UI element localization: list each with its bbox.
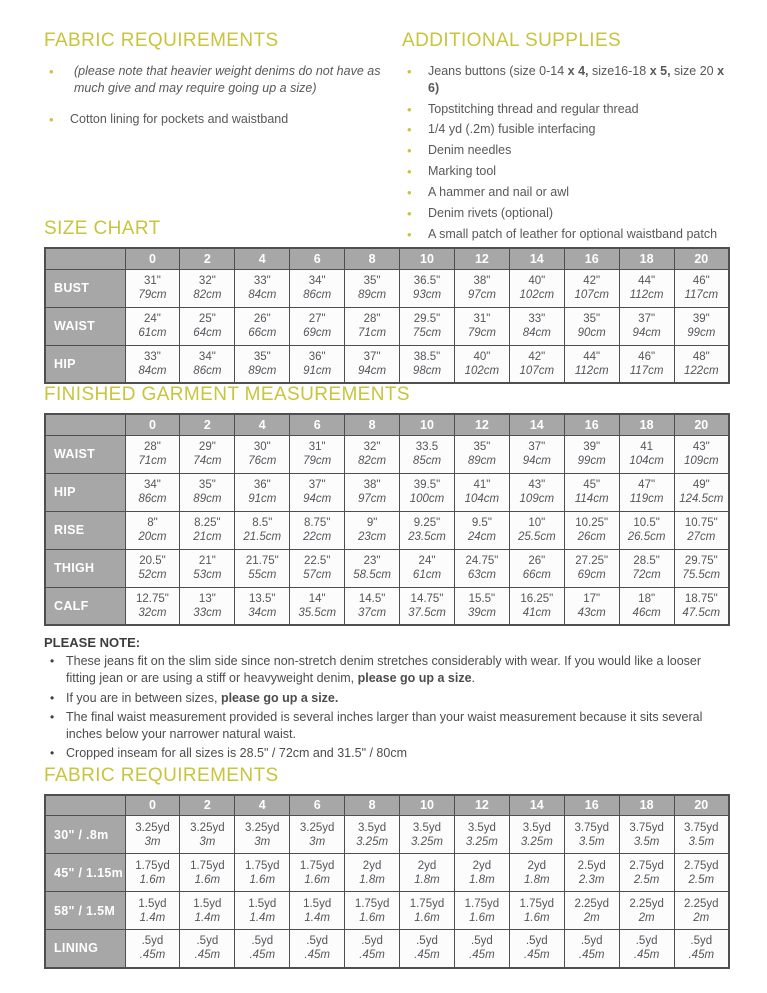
section-fabric-requirements-top <box>44 30 396 141</box>
measurement-cell: 31" 79cm <box>125 269 180 307</box>
bullet-icon: • <box>50 709 55 724</box>
measurement-cell: 9" 23cm <box>345 511 400 549</box>
bullet-icon: • <box>407 227 412 243</box>
measurement-cell: 13" 33cm <box>180 587 235 625</box>
measurement-cell: 2.25yd 2m <box>564 892 619 930</box>
measurement-cell: 47" 119cm <box>619 473 674 511</box>
measurement-cell: 38" 97cm <box>454 269 509 307</box>
measurement-cell: 3.75yd 3.5m <box>619 816 674 854</box>
measurement-cell: 18.75" 47.5cm <box>674 587 729 625</box>
bullet-icon: • <box>407 164 412 180</box>
bullet-icon: • <box>407 122 412 138</box>
measurement-cell: 42" 107cm <box>509 345 564 383</box>
measurement-cell: 15.5" 39cm <box>454 587 509 625</box>
list-item <box>44 111 396 129</box>
list-item <box>44 653 730 688</box>
list-item-text: A hammer and nail or awl <box>428 185 570 200</box>
measurement-cell: 1.5yd 1.4m <box>125 892 180 930</box>
measurement-cell: 9.25" 23.5cm <box>400 511 455 549</box>
measurement-cell: 10" 25.5cm <box>509 511 564 549</box>
measurement-cell: 2yd 1.8m <box>345 854 400 892</box>
table-row <box>45 587 729 625</box>
measurement-cell: 3.25yd 3m <box>180 816 235 854</box>
measurement-cell: 22.5" 57cm <box>290 549 345 587</box>
measurement-cell: 1.75yd 1.6m <box>125 854 180 892</box>
fabric-requirements-table <box>44 794 730 969</box>
measurement-cell: 37" 94cm <box>619 307 674 345</box>
measurement-cell: 28" 71cm <box>125 435 180 473</box>
measurement-cell: 32" 82cm <box>180 269 235 307</box>
measurement-cell: 33" 84cm <box>509 307 564 345</box>
fabric-requirements-table-title: FABRIC REQUIREMENTS <box>44 764 279 786</box>
row-label: BUST <box>45 269 125 307</box>
measurement-cell: 33" 84cm <box>125 345 180 383</box>
size-column-header: 20 <box>674 795 729 816</box>
please-note-list <box>44 653 730 763</box>
list-item-text: Jeans buttons (size 0-14 x 4, size16-18 x 5, size 20 x 6) <box>428 64 725 96</box>
bullet-icon: • <box>49 111 54 127</box>
measurement-cell: 49" 124.5cm <box>674 473 729 511</box>
measurement-cell: 1.5yd 1.4m <box>180 892 235 930</box>
measurement-cell: 29" 74cm <box>180 435 235 473</box>
row-label: HIP <box>45 473 125 511</box>
measurement-cell: 2yd 1.8m <box>454 854 509 892</box>
table-row <box>45 435 729 473</box>
measurement-cell: 44" 112cm <box>564 345 619 383</box>
list-item-text: Cropped inseam for all sizes is 28.5" / 72cm and 31.5" / 80cm <box>66 746 407 761</box>
measurement-cell: 1.75yd 1.6m <box>345 892 400 930</box>
measurement-cell: 3.25yd 3m <box>235 816 290 854</box>
list-item-text: Topstitching thread and regular thread <box>428 101 639 116</box>
size-column-header: 0 <box>125 795 180 816</box>
row-label: HIP <box>45 345 125 383</box>
measurement-cell: 27.25" 69cm <box>564 549 619 587</box>
measurement-cell: 10.25" 26cm <box>564 511 619 549</box>
measurement-cell: 16.25" 41cm <box>509 587 564 625</box>
measurement-cell: 1.75yd 1.6m <box>235 854 290 892</box>
measurement-cell: .5yd .45m <box>674 930 729 968</box>
size-column-header: 14 <box>509 795 564 816</box>
list-item-text: Denim needles <box>428 143 512 158</box>
measurement-cell: 2.75yd 2.5m <box>619 854 674 892</box>
measurement-cell: 3.5yd 3.25m <box>345 816 400 854</box>
measurement-cell: 2.25yd 2m <box>619 892 674 930</box>
measurement-cell: .5yd .45m <box>454 930 509 968</box>
size-column-header: 8 <box>345 248 400 269</box>
size-chart-title: SIZE CHART <box>44 218 161 239</box>
measurement-cell: 3.75yd 3.5m <box>674 816 729 854</box>
measurement-cell: 34" 86cm <box>180 345 235 383</box>
measurement-cell: 14.75" 37.5cm <box>400 587 455 625</box>
corner-cell <box>45 414 125 435</box>
measurement-cell: 3.5yd 3.25m <box>509 816 564 854</box>
bullet-icon: • <box>50 746 55 761</box>
measurement-cell: 14.5" 37cm <box>345 587 400 625</box>
measurement-cell: 1.5yd 1.4m <box>235 892 290 930</box>
section-please-note <box>44 635 730 763</box>
measurement-cell: 28" 71cm <box>345 307 400 345</box>
measurement-cell: 10.5" 26.5cm <box>619 511 674 549</box>
measurement-cell: 14" 35.5cm <box>290 587 345 625</box>
size-column-header: 16 <box>564 795 619 816</box>
size-column-header: 6 <box>290 414 345 435</box>
measurement-cell: 40" 102cm <box>509 269 564 307</box>
list-item-text: 1/4 yd (.2m) fusible interfacing <box>428 122 596 137</box>
measurement-cell: 31" 79cm <box>454 307 509 345</box>
measurement-cell: 1.75yd 1.6m <box>290 854 345 892</box>
measurement-cell: 40" 102cm <box>454 345 509 383</box>
measurement-cell: 3.5yd 3.25m <box>400 816 455 854</box>
list-item-text: These jeans fit on the slim side since non-stretch denim stretches considerably with wear. If you would like a looser fitting jean or are using a stiff or heavyweight denim, please go up a size. <box>66 654 702 686</box>
size-column-header: 14 <box>509 248 564 269</box>
list-item <box>44 709 730 744</box>
row-label: 30" / .8m <box>45 816 125 854</box>
measurement-cell: .5yd .45m <box>290 930 345 968</box>
size-column-header: 8 <box>345 795 400 816</box>
measurement-cell: 2yd 1.8m <box>400 854 455 892</box>
table-row <box>45 511 729 549</box>
measurement-cell: .5yd .45m <box>235 930 290 968</box>
table-row <box>45 549 729 587</box>
measurement-cell: 1.5yd 1.4m <box>290 892 345 930</box>
measurement-table <box>44 247 730 384</box>
fabric-requirements-list <box>44 63 396 128</box>
measurement-cell: 38.5" 98cm <box>400 345 455 383</box>
section-additional-supplies <box>396 30 730 247</box>
measurement-cell: 46" 117cm <box>674 269 729 307</box>
bullet-icon: • <box>407 64 412 79</box>
measurement-cell: 24" 61cm <box>400 549 455 587</box>
list-item-text: Cotton lining for pockets and waistband <box>70 111 289 126</box>
measurement-cell: 35" 89cm <box>235 345 290 383</box>
measurement-cell: 2yd 1.8m <box>509 854 564 892</box>
corner-cell <box>45 248 125 269</box>
measurement-cell: .5yd .45m <box>180 930 235 968</box>
measurement-cell: 10.75" 27cm <box>674 511 729 549</box>
measurement-cell: 12.75" 32cm <box>125 587 180 625</box>
size-column-header: 0 <box>125 414 180 435</box>
size-column-header: 18 <box>619 248 674 269</box>
size-column-header: 4 <box>235 795 290 816</box>
measurement-cell: 46" 117cm <box>619 345 674 383</box>
list-item <box>44 745 730 762</box>
measurement-cell: 2.5yd 2.3m <box>564 854 619 892</box>
additional-supplies-list <box>402 63 730 244</box>
measurement-cell: .5yd .45m <box>564 930 619 968</box>
size-column-header: 4 <box>235 248 290 269</box>
size-column-header: 16 <box>564 248 619 269</box>
corner-cell <box>45 795 125 816</box>
list-item-text: (please note that heavier weight denims do not have as much give and may require going up a size) <box>74 64 381 96</box>
measurement-cell: 3.25yd 3m <box>125 816 180 854</box>
table-row <box>45 345 729 383</box>
measurement-cell: 21.75" 55cm <box>235 549 290 587</box>
bullet-icon: • <box>407 101 412 117</box>
row-label: 45" / 1.15m <box>45 854 125 892</box>
measurement-cell: 32" 82cm <box>345 435 400 473</box>
measurement-cell: 41 104cm <box>619 435 674 473</box>
additional-supplies-title: ADDITIONAL SUPPLIES <box>402 30 622 51</box>
size-column-header: 10 <box>400 248 455 269</box>
list-item <box>402 121 730 139</box>
measurement-cell: 8" 20cm <box>125 511 180 549</box>
measurement-cell: 39" 99cm <box>564 435 619 473</box>
measurement-cell: 24.75" 63cm <box>454 549 509 587</box>
measurement-cell: 31" 79cm <box>290 435 345 473</box>
measurement-table <box>44 413 730 626</box>
measurement-cell: .5yd .45m <box>345 930 400 968</box>
header-row <box>45 414 729 435</box>
measurement-cell: 13.5" 34cm <box>235 587 290 625</box>
measurement-cell: 30" 76cm <box>235 435 290 473</box>
size-column-header: 10 <box>400 795 455 816</box>
size-column-header: 12 <box>454 248 509 269</box>
list-item <box>402 101 730 119</box>
measurement-cell: 8.75" 22cm <box>290 511 345 549</box>
size-column-header: 2 <box>180 795 235 816</box>
row-label: THIGH <box>45 549 125 587</box>
measurement-cell: 9.5" 24cm <box>454 511 509 549</box>
size-column-header: 12 <box>454 795 509 816</box>
measurement-cell: .5yd .45m <box>509 930 564 968</box>
measurement-cell: 25" 64cm <box>180 307 235 345</box>
measurement-cell: 48" 122cm <box>674 345 729 383</box>
measurement-cell: 3.25yd 3m <box>290 816 345 854</box>
measurement-cell: 26" 66cm <box>509 549 564 587</box>
size-column-header: 12 <box>454 414 509 435</box>
measurement-cell: 35" 90cm <box>564 307 619 345</box>
table-row <box>45 854 729 892</box>
measurement-cell: 44" 112cm <box>619 269 674 307</box>
measurement-cell: 34" 86cm <box>125 473 180 511</box>
bullet-icon: • <box>407 143 412 159</box>
measurement-table <box>44 794 730 969</box>
header-row <box>45 248 729 269</box>
table-row <box>45 892 729 930</box>
size-column-header: 6 <box>290 248 345 269</box>
measurement-cell: 35" 89cm <box>180 473 235 511</box>
measurement-cell: 2.75yd 2.5m <box>674 854 729 892</box>
size-column-header: 2 <box>180 248 235 269</box>
row-label: 58" / 1.5M <box>45 892 125 930</box>
table-row <box>45 930 729 968</box>
measurement-cell: 29.5" 75cm <box>400 307 455 345</box>
list-item-text: The final waist measurement provided is several inches larger than your waist measurement because it sits several inches below your narrower natural waist. <box>66 709 703 741</box>
measurement-cell: 1.75yd 1.6m <box>509 892 564 930</box>
measurement-cell: 38" 97cm <box>345 473 400 511</box>
measurement-cell: 1.75yd 1.6m <box>180 854 235 892</box>
measurement-cell: 8.25" 21cm <box>180 511 235 549</box>
row-label: WAIST <box>45 435 125 473</box>
measurement-cell: 37" 94cm <box>509 435 564 473</box>
measurement-cell: 29.75" 75.5cm <box>674 549 729 587</box>
row-label: WAIST <box>45 307 125 345</box>
measurement-cell: 8.5" 21.5cm <box>235 511 290 549</box>
size-chart-table <box>44 247 730 384</box>
measurement-cell: 35" 89cm <box>454 435 509 473</box>
bullet-icon: • <box>49 64 54 79</box>
size-column-header: 6 <box>290 795 345 816</box>
measurement-cell: .5yd .45m <box>619 930 674 968</box>
measurement-cell: 36" 91cm <box>290 345 345 383</box>
measurement-cell: 2.25yd 2m <box>674 892 729 930</box>
table-row <box>45 307 729 345</box>
size-column-header: 20 <box>674 248 729 269</box>
measurement-cell: 23" 58.5cm <box>345 549 400 587</box>
size-column-header: 16 <box>564 414 619 435</box>
measurement-cell: 1.75yd 1.6m <box>400 892 455 930</box>
list-item <box>402 205 730 223</box>
measurement-cell: 36" 91cm <box>235 473 290 511</box>
measurement-cell: 3.75yd 3.5m <box>564 816 619 854</box>
measurement-cell: 34" 86cm <box>290 269 345 307</box>
bullet-icon: • <box>50 690 55 705</box>
measurement-cell: 27" 69cm <box>290 307 345 345</box>
list-item-text: If you are in between sizes, please go up a size. <box>66 690 339 705</box>
measurement-cell: 43" 109cm <box>509 473 564 511</box>
bullet-icon: • <box>50 654 55 668</box>
measurement-cell: 43" 109cm <box>674 435 729 473</box>
list-item <box>402 163 730 181</box>
section-fabric-requirements-table <box>44 765 730 969</box>
measurement-cell: 26" 66cm <box>235 307 290 345</box>
table-row <box>45 269 729 307</box>
measurement-cell: 20.5" 52cm <box>125 549 180 587</box>
measurement-cell: 3.5yd 3.25m <box>454 816 509 854</box>
bullet-icon: • <box>407 185 412 201</box>
size-column-header: 4 <box>235 414 290 435</box>
measurement-cell: 24" 61cm <box>125 307 180 345</box>
row-label: LINING <box>45 930 125 968</box>
size-column-header: 20 <box>674 414 729 435</box>
table-row <box>45 816 729 854</box>
measurement-cell: .5yd .45m <box>125 930 180 968</box>
finished-measurements-title: FINISHED GARMENT MEASUREMENTS <box>44 384 410 405</box>
measurement-cell: 42" 107cm <box>564 269 619 307</box>
size-column-header: 0 <box>125 248 180 269</box>
measurement-cell: 37" 94cm <box>290 473 345 511</box>
measurement-cell: 39.5" 100cm <box>400 473 455 511</box>
measurement-cell: 33.5 85cm <box>400 435 455 473</box>
section-finished-measurements <box>44 384 730 626</box>
row-label: RISE <box>45 511 125 549</box>
list-item <box>402 63 730 98</box>
list-item <box>402 226 730 244</box>
table-row <box>45 473 729 511</box>
list-item-text: Denim rivets (optional) <box>428 206 554 221</box>
please-note-title: PLEASE NOTE: <box>44 635 141 650</box>
measurement-cell: 28.5" 72cm <box>619 549 674 587</box>
finished-measurements-table <box>44 413 730 626</box>
list-item <box>44 690 730 707</box>
measurement-cell: 21" 53cm <box>180 549 235 587</box>
size-column-header: 10 <box>400 414 455 435</box>
measurement-cell: 1.75yd 1.6m <box>454 892 509 930</box>
measurement-cell: .5yd .45m <box>400 930 455 968</box>
list-item <box>402 184 730 202</box>
size-column-header: 8 <box>345 414 400 435</box>
size-column-header: 18 <box>619 795 674 816</box>
header-row <box>45 795 729 816</box>
row-label: CALF <box>45 587 125 625</box>
fabric-requirements-title: FABRIC REQUIREMENTS <box>44 30 279 51</box>
measurement-cell: 33" 84cm <box>235 269 290 307</box>
size-column-header: 14 <box>509 414 564 435</box>
measurement-cell: 37" 94cm <box>345 345 400 383</box>
measurement-cell: 18" 46cm <box>619 587 674 625</box>
measurement-cell: 17" 43cm <box>564 587 619 625</box>
measurement-cell: 41" 104cm <box>454 473 509 511</box>
list-item <box>402 142 730 160</box>
list-item-text: A small patch of leather for optional waistband patch <box>428 227 718 242</box>
size-column-header: 18 <box>619 414 674 435</box>
measurement-cell: 36.5" 93cm <box>400 269 455 307</box>
measurement-cell: 35" 89cm <box>345 269 400 307</box>
bullet-icon: • <box>407 206 412 222</box>
measurement-cell: 45" 114cm <box>564 473 619 511</box>
measurement-cell: 39" 99cm <box>674 307 729 345</box>
list-item-text: Marking tool <box>428 164 497 179</box>
list-item <box>44 63 396 98</box>
size-column-header: 2 <box>180 414 235 435</box>
